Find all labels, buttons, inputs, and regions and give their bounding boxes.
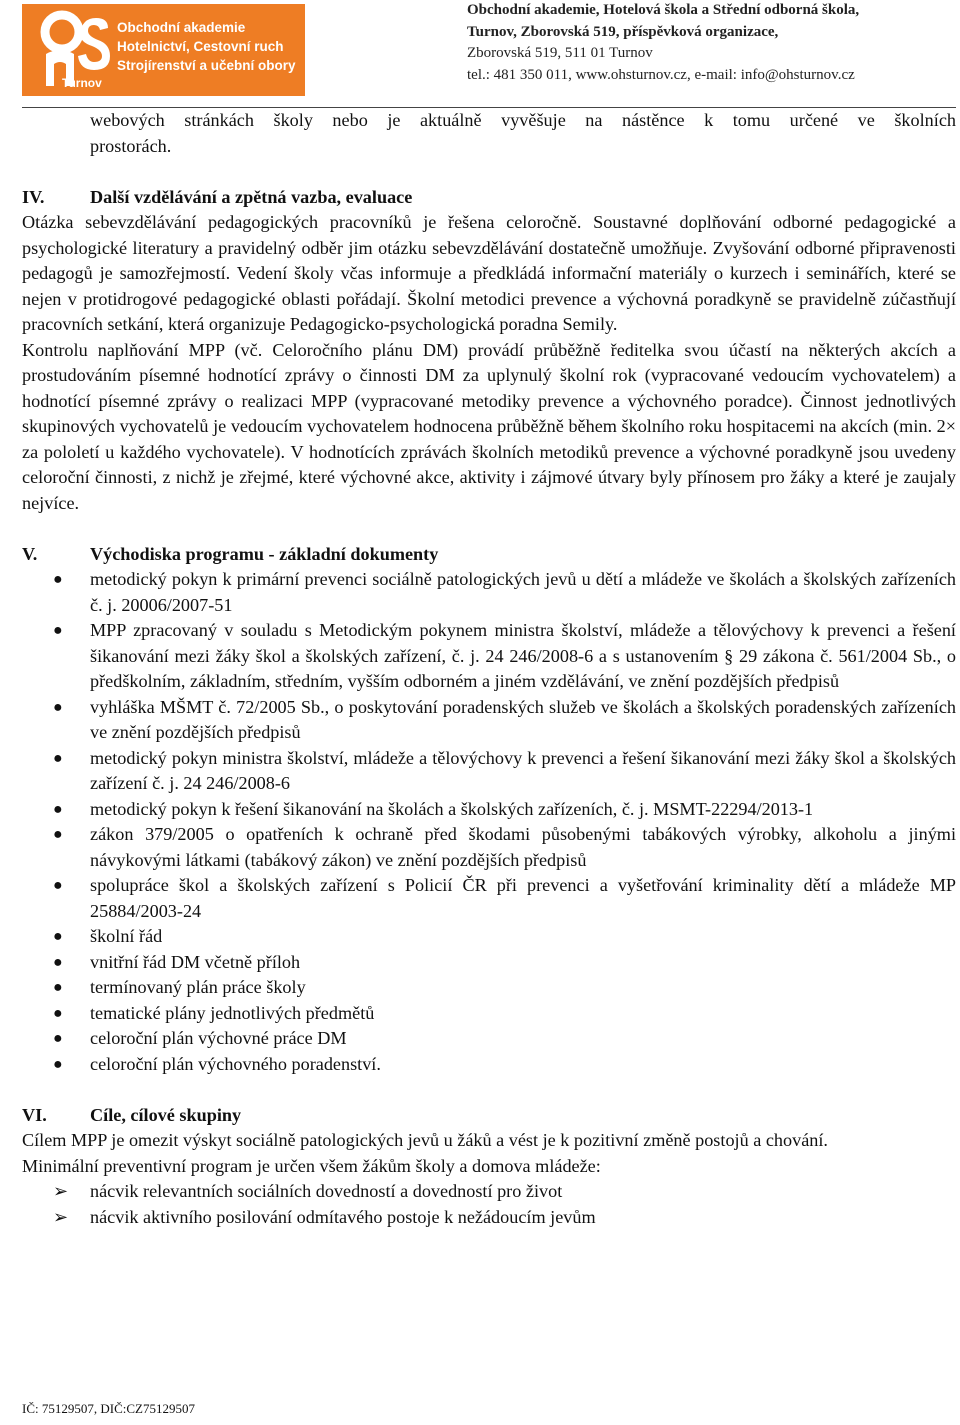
list-item bbox=[22, 950, 956, 976]
bullet-icon: ● bbox=[53, 928, 63, 945]
list-item-text: metodický pokyn k primární prevenci sociálně patologických jevů u dětí a mládeže ve školách a školských zařízeních č. j. 20006/2007-51 bbox=[90, 569, 956, 615]
bullet-icon: ● bbox=[53, 877, 63, 894]
spacer bbox=[22, 1077, 956, 1103]
bullet-icon: ● bbox=[53, 749, 63, 767]
documents-list bbox=[22, 567, 956, 1077]
list-item bbox=[22, 797, 956, 823]
list-item-text: tematické plány jednotlivých předmětů bbox=[90, 1002, 375, 1023]
section-5-title: Východiska programu - základní dokumenty bbox=[90, 543, 439, 564]
list-item-text: zákon 379/2005 o opatřeních k ochraně před škodami působenými tabákových výrobky, alkoholu a jinými návykovými látkami (tabákový zákon) ve znění pozdějších předpisů bbox=[90, 824, 956, 870]
section-6-paragraph-1: Cílem MPP je omezit výskyt sociálně patologických jevů u žáků a vést je k pozitivní změně postojů a chování. bbox=[22, 1130, 828, 1150]
bullet-icon: ● bbox=[53, 1030, 63, 1047]
section-6-number: VI. bbox=[22, 1104, 47, 1125]
list-item-text: metodický pokyn k řešení šikanování na školách a školských zařízeních, č. j. MSMT-22294/2013-1 bbox=[90, 798, 814, 819]
list-item-text: spolupráce škol a školských zařízení s Policií ČR při prevenci a vyšetřování kriminality dětí a mládeže MP 25884/2003-24 bbox=[90, 875, 956, 921]
list-item-text: termínovaný plán práce školy bbox=[90, 977, 306, 997]
organization-info bbox=[467, 0, 859, 86]
logo-town: Turnov bbox=[62, 76, 102, 90]
continued-text-line2: prostorách. bbox=[90, 135, 172, 156]
list-item-text: vyhláška MŠMT č. 72/2005 Sb., o poskytování poradenských služeb ve školách a školských poradenských zařízeních ve znění pozdějších předpisů bbox=[90, 696, 956, 742]
spacer bbox=[22, 159, 956, 185]
list-item-text: školní řád bbox=[90, 926, 163, 946]
section-5-heading bbox=[22, 542, 956, 568]
bullet-icon: ● bbox=[53, 622, 63, 639]
list-item bbox=[22, 746, 956, 797]
section-4-paragraph-1: Otázka sebevzdělávání pedagogických pracovníků je řešena celoročně. Soustavné doplňování odborné pedagogické a psychologické literatury a pravidelný odběr jim otázku sebevzdělávání dostatečně umožňuje. Zvyšování odborné připravenosti pedagogů je samozřejmostí. Vedení školy včas informuje a předkládá informační materiály o kurzech i seminářích, které se nejen v protidrogové pedagogické oblasti pořádají. Školní metodici prevence a výchovná poradkyně se pravidelně zúčastňují pracovních setkání, která organizuje Pedagogicko-psychologická poradna Semily. bbox=[22, 212, 956, 334]
list-item-text: celoroční plán výchovného poradenství. bbox=[90, 1053, 381, 1074]
bullet-icon: ● bbox=[53, 953, 63, 971]
logo-text-line2: Hotelnictví, Cestovní ruch bbox=[117, 39, 284, 54]
org-contact: tel.: 481 350 011, www.ohsturnov.cz, e-mail: info@ohsturnov.cz bbox=[467, 66, 855, 83]
section-6-title: Cíle, cílové skupiny bbox=[90, 1104, 242, 1125]
list-item-text: nácvik relevantních sociálních dovedností a dovedností pro život bbox=[90, 1181, 563, 1201]
arrow-bullet-icon: ➢ bbox=[53, 1181, 69, 1201]
target-skills-list bbox=[22, 1179, 956, 1230]
list-item bbox=[22, 695, 956, 746]
list-item bbox=[22, 924, 956, 950]
bullet-icon: ● bbox=[53, 979, 63, 996]
org-name-line2: Turnov, Zborovská 519, příspěvková organizace, bbox=[467, 23, 779, 40]
bullet-icon: ● bbox=[53, 826, 63, 843]
list-item-text: vnitřní řád DM včetně příloh bbox=[90, 951, 301, 972]
bullet-icon: ● bbox=[53, 1055, 63, 1073]
org-address: Zborovská 519, 511 01 Turnov bbox=[467, 45, 653, 61]
list-item-text: nácvik aktivního posilování odmítavého postoje k nežádoucím jevům bbox=[90, 1206, 596, 1227]
logo-text-line3: Strojírenství a učební obory bbox=[117, 58, 296, 73]
list-item bbox=[22, 822, 956, 873]
page-footer-ids: IČ: 75129507, DIČ:CZ75129507 bbox=[22, 1401, 195, 1416]
logo-text-line1: Obchodní akademie bbox=[117, 20, 246, 35]
list-item bbox=[22, 1052, 956, 1078]
section-6-paragraph-2: Minimální preventivní program je určen všem žákům školy a domova mládeže: bbox=[22, 1155, 601, 1176]
arrow-bullet-icon: ➢ bbox=[53, 1206, 69, 1227]
section-6-heading bbox=[22, 1103, 956, 1129]
list-item-text: celoroční plán výchovné práce DM bbox=[90, 1028, 347, 1048]
page-header bbox=[0, 0, 960, 110]
section-4-number: IV. bbox=[22, 186, 45, 207]
list-item bbox=[22, 1205, 956, 1231]
list-item bbox=[22, 873, 956, 924]
bullet-icon: ● bbox=[53, 1004, 63, 1022]
list-item bbox=[22, 975, 956, 1001]
bullet-icon: ● bbox=[53, 800, 63, 818]
list-item-text: MPP zpracovaný v souladu s Metodickým pokynem ministra školství, mládeže a tělovýchovy k prevenci a řešení šikanování mezi žáky škol a školských zařízení, č. j. 24 246/2008-6 a s ustanovením § 29 zákona č. 561/2004 Sb., o předškolním, základním, středním, vyšším odborném a jiném vzdělávání, ve znění pozdějších předpisů bbox=[90, 620, 956, 691]
list-item bbox=[22, 1179, 956, 1205]
list-item bbox=[22, 618, 956, 695]
list-item bbox=[22, 567, 956, 618]
list-item bbox=[22, 1026, 956, 1052]
document-body bbox=[22, 108, 956, 1230]
section-4-title: Další vzdělávání a zpětná vazba, evaluace bbox=[90, 186, 413, 207]
section-4-heading bbox=[22, 185, 956, 211]
org-name-line1: Obchodní akademie, Hotelová škola a Střední odborná škola, bbox=[467, 2, 860, 18]
continued-text-line1: webových stránkách školy nebo je aktuálně vyvěšuje na nástěnce k tomu určené ve školních bbox=[90, 110, 956, 130]
section-5-number: V. bbox=[22, 543, 38, 564]
bullet-icon: ● bbox=[53, 571, 63, 588]
list-item-text: metodický pokyn ministra školství, mládeže a tělovýchovy k prevenci a řešení šikanování mezi žáky škol a školských zařízení č. j. 24 246/2008-6 bbox=[90, 747, 956, 793]
section-4-paragraph-2: Kontrolu naplňování MPP (vč. Celoročního plánu DM) provádí průběžně ředitelka svou účastí na některých akcích a prostudováním písemné hodnotící zprávy o činnosti DM za uplynulý školní rok (vypracované vedoucím vychovatelem) a hodnotící písemné zprávy o realizaci MPP (vypracované metodiky prevence a výchovného poradce). Činnost jednotlivých skupinových vychovatelů je vedoucím vychovatelem hodnocena průběžně během školního roku hospitacemi na akcích (min. 2× za pololetí u každého vychovatele). V hodnotících zprávách školních metodiků prevence a výchovné poradkyně jsou uvedeny celoroční činnosti, z nichž je zřejmé, které výchovné akce, aktivity i zájmové útvary byly přínosem pro žáky a které je zaujaly nejvíce. bbox=[22, 339, 956, 513]
list-item bbox=[22, 1001, 956, 1027]
bullet-icon: ● bbox=[53, 698, 63, 716]
spacer bbox=[22, 516, 956, 542]
school-logo bbox=[22, 4, 305, 96]
